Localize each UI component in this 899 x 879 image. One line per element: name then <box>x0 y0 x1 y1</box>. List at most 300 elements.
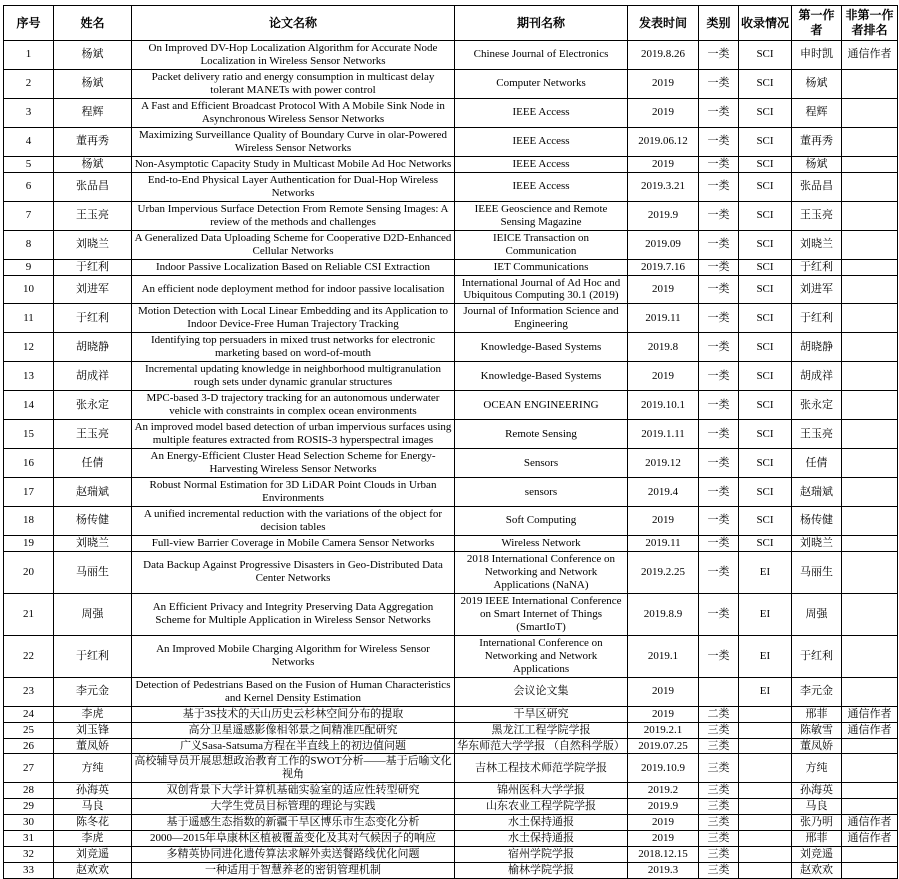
cell-journal: 2018 International Conference on Networking and Network Applications (NaNA) <box>455 551 628 593</box>
cell-journal: 水土保持通报 <box>455 831 628 847</box>
table-body <box>4 41 898 879</box>
cell-indexing <box>739 754 792 783</box>
cell-indexing: SCI <box>739 69 792 98</box>
cell-paper_title: An efficient node deployment method for indoor passive localisation <box>132 275 455 304</box>
cell-journal: 华东师范大学学报 （自然科学版） <box>455 738 628 754</box>
cell-index: 27 <box>4 754 54 783</box>
cell-journal: IEICE Transaction on Communication <box>455 230 628 259</box>
header-cell-category: 类别 <box>699 6 739 41</box>
cell-journal: 干旱区研究 <box>455 706 628 722</box>
cell-index: 22 <box>4 635 54 677</box>
cell-name: 马丽生 <box>54 551 132 593</box>
table-header-row <box>4 6 898 41</box>
cell-category: 三类 <box>699 815 739 831</box>
cell-category: 一类 <box>699 551 739 593</box>
cell-category: 三类 <box>699 863 739 879</box>
cell-paper_title: Robust Normal Estimation for 3D LiDAR Point Clouds in Urban Environments <box>132 478 455 507</box>
cell-first_author: 方纯 <box>792 754 842 783</box>
cell-first_author: 张乃明 <box>792 815 842 831</box>
cell-publish_date: 2019 <box>628 362 699 391</box>
cell-first_author: 董再秀 <box>792 127 842 156</box>
table-row <box>4 754 898 783</box>
cell-first_author: 刘进军 <box>792 275 842 304</box>
cell-journal: Remote Sensing <box>455 420 628 449</box>
cell-first_author: 马良 <box>792 799 842 815</box>
cell-name: 董凤娇 <box>54 738 132 754</box>
cell-index: 4 <box>4 127 54 156</box>
cell-publish_date: 2019.10.1 <box>628 391 699 420</box>
cell-publish_date: 2019 <box>628 706 699 722</box>
cell-paper_title: 2000—2015年阜康林区植被覆盖变化及其对气候因子的响应 <box>132 831 455 847</box>
cell-publish_date: 2019.1.11 <box>628 420 699 449</box>
cell-name: 于红利 <box>54 635 132 677</box>
table-row <box>4 677 898 706</box>
cell-category: 三类 <box>699 783 739 799</box>
cell-paper_title: An improved model based detection of urban impervious surfaces using multiple features extracted from ROSIS-3 hyperspectral images <box>132 420 455 449</box>
cell-category: 一类 <box>699 420 739 449</box>
cell-first_author: 周强 <box>792 593 842 635</box>
cell-journal: Sensors <box>455 449 628 478</box>
table-row <box>4 333 898 362</box>
papers-table <box>3 5 898 879</box>
cell-name: 程辉 <box>54 98 132 127</box>
header-cell-publish_date: 发表时间 <box>628 6 699 41</box>
cell-name: 刘进军 <box>54 275 132 304</box>
cell-journal: International Conference on Networking and Network Applications <box>455 635 628 677</box>
cell-indexing <box>739 706 792 722</box>
cell-indexing: SCI <box>739 420 792 449</box>
table-row <box>4 259 898 275</box>
cell-category: 三类 <box>699 722 739 738</box>
cell-paper_title: An Energy-Efficient Cluster Head Selection Scheme for Energy-Harvesting Wireless Sensor Networks <box>132 449 455 478</box>
cell-publish_date: 2019.3 <box>628 863 699 879</box>
cell-non_first_author_rank <box>842 333 898 362</box>
cell-publish_date: 2019 <box>628 507 699 536</box>
cell-non_first_author_rank <box>842 275 898 304</box>
cell-indexing: SCI <box>739 304 792 333</box>
cell-indexing: SCI <box>739 362 792 391</box>
cell-name: 胡晓静 <box>54 333 132 362</box>
table-row <box>4 127 898 156</box>
table-row <box>4 98 898 127</box>
cell-indexing: SCI <box>739 333 792 362</box>
cell-name: 刘玉锋 <box>54 722 132 738</box>
cell-first_author: 李元金 <box>792 677 842 706</box>
cell-publish_date: 2019.2.25 <box>628 551 699 593</box>
cell-indexing: SCI <box>739 230 792 259</box>
cell-publish_date: 2019 <box>628 831 699 847</box>
table-row <box>4 69 898 98</box>
cell-index: 5 <box>4 156 54 172</box>
cell-name: 赵欢欢 <box>54 863 132 879</box>
table-row <box>4 706 898 722</box>
cell-non_first_author_rank <box>842 127 898 156</box>
header-cell-non_first_author_rank: 非第一作者排名 <box>842 6 898 41</box>
table-row <box>4 722 898 738</box>
cell-first_author: 刘竞遥 <box>792 847 842 863</box>
cell-category: 一类 <box>699 230 739 259</box>
cell-publish_date: 2019.8.9 <box>628 593 699 635</box>
cell-paper_title: An Efficient Privacy and Integrity Preserving Data Aggregation Scheme for Multiple Application in Wireless Sensor Networks <box>132 593 455 635</box>
cell-paper_title: Non-Asymptotic Capacity Study in Multicast Mobile Ad Hoc Networks <box>132 156 455 172</box>
cell-publish_date: 2019.11 <box>628 304 699 333</box>
cell-index: 13 <box>4 362 54 391</box>
cell-indexing: SCI <box>739 449 792 478</box>
cell-publish_date: 2019.12 <box>628 449 699 478</box>
cell-non_first_author_rank <box>842 799 898 815</box>
cell-journal: 榆林学院学报 <box>455 863 628 879</box>
cell-category: 一类 <box>699 201 739 230</box>
cell-index: 28 <box>4 783 54 799</box>
cell-category: 一类 <box>699 98 739 127</box>
cell-journal: Wireless Network <box>455 535 628 551</box>
cell-index: 24 <box>4 706 54 722</box>
cell-indexing: SCI <box>739 172 792 201</box>
cell-indexing: SCI <box>739 259 792 275</box>
cell-indexing <box>739 722 792 738</box>
cell-category: 三类 <box>699 799 739 815</box>
cell-indexing: SCI <box>739 41 792 70</box>
cell-paper_title: Full-view Barrier Coverage in Mobile Camera Sensor Networks <box>132 535 455 551</box>
cell-non_first_author_rank <box>842 420 898 449</box>
cell-paper_title: A Generalized Data Uploading Scheme for Cooperative D2D-Enhanced Cellular Networks <box>132 230 455 259</box>
table-row <box>4 799 898 815</box>
header-cell-indexing: 收录情况 <box>739 6 792 41</box>
cell-journal: 宿州学院学报 <box>455 847 628 863</box>
cell-paper_title: Data Backup Against Progressive Disasters in Geo-Distributed Data Center Networks <box>132 551 455 593</box>
cell-index: 1 <box>4 41 54 70</box>
cell-paper_title: 广义Sasa-Satsuma方程在半直线上的初边值问题 <box>132 738 455 754</box>
cell-non_first_author_rank: 通信作者 <box>842 815 898 831</box>
cell-category: 一类 <box>699 635 739 677</box>
cell-category: 一类 <box>699 362 739 391</box>
cell-index: 8 <box>4 230 54 259</box>
cell-non_first_author_rank <box>842 677 898 706</box>
cell-non_first_author_rank <box>842 551 898 593</box>
cell-paper_title: Maximizing Surveillance Quality of Boundary Curve in olar-Powered Wireless Sensor Networks <box>132 127 455 156</box>
cell-indexing: EI <box>739 593 792 635</box>
cell-first_author: 董凤娇 <box>792 738 842 754</box>
cell-category: 一类 <box>699 478 739 507</box>
cell-name: 于红利 <box>54 304 132 333</box>
cell-publish_date: 2019.11 <box>628 535 699 551</box>
cell-paper_title: A Fast and Efficient Broadcast Protocol With A Mobile Sink Node in Asynchronous Wireless Sensor Networks <box>132 98 455 127</box>
cell-publish_date: 2019.3.21 <box>628 172 699 201</box>
cell-index: 30 <box>4 815 54 831</box>
cell-first_author: 杨传健 <box>792 507 842 536</box>
cell-category <box>699 677 739 706</box>
cell-category: 三类 <box>699 754 739 783</box>
cell-paper_title: A unified incremental reduction with the variations of the object for decision tables <box>132 507 455 536</box>
cell-paper_title: 双创背景下大学计算机基础实验室的适应性转型研究 <box>132 783 455 799</box>
cell-index: 16 <box>4 449 54 478</box>
cell-category: 一类 <box>699 69 739 98</box>
cell-first_author: 程辉 <box>792 98 842 127</box>
cell-category: 一类 <box>699 156 739 172</box>
cell-indexing: SCI <box>739 201 792 230</box>
cell-name: 胡成祥 <box>54 362 132 391</box>
cell-name: 赵瑞斌 <box>54 478 132 507</box>
cell-publish_date: 2019 <box>628 156 699 172</box>
cell-publish_date: 2019 <box>628 815 699 831</box>
cell-publish_date: 2019.2 <box>628 783 699 799</box>
cell-index: 21 <box>4 593 54 635</box>
table-row <box>4 201 898 230</box>
cell-publish_date: 2019.8.26 <box>628 41 699 70</box>
cell-journal: 2019 IEEE International Conference on Smart Internet of Things (SmartIoT) <box>455 593 628 635</box>
cell-category: 一类 <box>699 304 739 333</box>
cell-first_author: 申时凯 <box>792 41 842 70</box>
cell-indexing: EI <box>739 635 792 677</box>
table-row <box>4 535 898 551</box>
cell-non_first_author_rank <box>842 635 898 677</box>
cell-index: 33 <box>4 863 54 879</box>
cell-paper_title: 大学生党员目标管理的理论与实践 <box>132 799 455 815</box>
cell-name: 刘晓兰 <box>54 535 132 551</box>
cell-name: 杨斌 <box>54 156 132 172</box>
cell-publish_date: 2019.8 <box>628 333 699 362</box>
cell-category: 一类 <box>699 535 739 551</box>
cell-indexing: EI <box>739 677 792 706</box>
cell-paper_title: Indoor Passive Localization Based on Reliable CSI Extraction <box>132 259 455 275</box>
cell-publish_date: 2019.7.16 <box>628 259 699 275</box>
cell-name: 杨斌 <box>54 41 132 70</box>
cell-journal: International Journal of Ad Hoc and Ubiquitous Computing 30.1 (2019) <box>455 275 628 304</box>
cell-journal: 锦州医科大学学报 <box>455 783 628 799</box>
cell-first_author: 胡成祥 <box>792 362 842 391</box>
table-row <box>4 551 898 593</box>
cell-first_author: 刘晓兰 <box>792 230 842 259</box>
cell-indexing: SCI <box>739 98 792 127</box>
cell-first_author: 刘晓兰 <box>792 535 842 551</box>
cell-name: 李虎 <box>54 706 132 722</box>
table-row <box>4 304 898 333</box>
table-row <box>4 635 898 677</box>
cell-journal: IEEE Access <box>455 172 628 201</box>
table-row <box>4 815 898 831</box>
cell-indexing <box>739 783 792 799</box>
cell-publish_date: 2019.07.25 <box>628 738 699 754</box>
cell-paper_title: 基于遥感生态指数的新疆干旱区博乐市生态变化分析 <box>132 815 455 831</box>
cell-first_author: 于红利 <box>792 635 842 677</box>
header-cell-index: 序号 <box>4 6 54 41</box>
cell-non_first_author_rank <box>842 593 898 635</box>
cell-category: 三类 <box>699 847 739 863</box>
cell-index: 2 <box>4 69 54 98</box>
cell-indexing: SCI <box>739 275 792 304</box>
table-row <box>4 783 898 799</box>
cell-non_first_author_rank <box>842 391 898 420</box>
cell-category: 三类 <box>699 738 739 754</box>
cell-journal: Chinese Journal of Electronics <box>455 41 628 70</box>
cell-journal: Computer Networks <box>455 69 628 98</box>
cell-journal: IET Communications <box>455 259 628 275</box>
cell-first_author: 赵欢欢 <box>792 863 842 879</box>
table-row <box>4 449 898 478</box>
cell-name: 于红利 <box>54 259 132 275</box>
cell-indexing <box>739 847 792 863</box>
cell-journal: Knowledge-Based Systems <box>455 362 628 391</box>
cell-journal: sensors <box>455 478 628 507</box>
cell-first_author: 于红利 <box>792 304 842 333</box>
cell-non_first_author_rank <box>842 478 898 507</box>
cell-name: 方纯 <box>54 754 132 783</box>
cell-index: 20 <box>4 551 54 593</box>
cell-indexing <box>739 799 792 815</box>
cell-publish_date: 2019 <box>628 69 699 98</box>
cell-category: 一类 <box>699 275 739 304</box>
cell-category: 一类 <box>699 391 739 420</box>
cell-index: 25 <box>4 722 54 738</box>
cell-paper_title: Motion Detection with Local Linear Embedding and its Application to Indoor Device-Free Human Trajectory Tracking <box>132 304 455 333</box>
cell-non_first_author_rank <box>842 304 898 333</box>
cell-index: 31 <box>4 831 54 847</box>
cell-journal: IEEE Access <box>455 98 628 127</box>
cell-indexing: SCI <box>739 127 792 156</box>
cell-index: 9 <box>4 259 54 275</box>
cell-index: 32 <box>4 847 54 863</box>
table-row <box>4 738 898 754</box>
cell-paper_title: Identifying top persuaders in mixed trust networks for electronic marketing based on word-of-mouth <box>132 333 455 362</box>
cell-index: 7 <box>4 201 54 230</box>
cell-index: 26 <box>4 738 54 754</box>
cell-name: 董再秀 <box>54 127 132 156</box>
cell-publish_date: 2019.10.9 <box>628 754 699 783</box>
cell-publish_date: 2019.06.12 <box>628 127 699 156</box>
cell-first_author: 张品昌 <box>792 172 842 201</box>
table-row <box>4 507 898 536</box>
cell-non_first_author_rank: 通信作者 <box>842 831 898 847</box>
table-row <box>4 230 898 259</box>
cell-non_first_author_rank: 通信作者 <box>842 706 898 722</box>
cell-paper_title: 一种适用于智慧养老的密钥管理机制 <box>132 863 455 879</box>
cell-publish_date: 2019 <box>628 677 699 706</box>
cell-index: 10 <box>4 275 54 304</box>
table-row <box>4 391 898 420</box>
table-row <box>4 420 898 449</box>
cell-paper_title: Packet delivery ratio and energy consumption in multicast delay tolerant MANETs with power control <box>132 69 455 98</box>
cell-name: 周强 <box>54 593 132 635</box>
cell-first_author: 赵瑞斌 <box>792 478 842 507</box>
cell-paper_title: Detection of Pedestrians Based on the Fusion of Human Characteristics and Kernel Density Estimation <box>132 677 455 706</box>
table-row <box>4 478 898 507</box>
cell-indexing <box>739 815 792 831</box>
cell-paper_title: End-to-End Physical Layer Authentication for Dual-Hop Wireless Networks <box>132 172 455 201</box>
table-row <box>4 593 898 635</box>
table-row <box>4 863 898 879</box>
cell-index: 18 <box>4 507 54 536</box>
cell-indexing: SCI <box>739 507 792 536</box>
cell-journal: Soft Computing <box>455 507 628 536</box>
cell-paper_title: MPC-based 3-D trajectory tracking for an autonomous underwater vehicle with constraints in complex ocean environments <box>132 391 455 420</box>
cell-indexing: SCI <box>739 391 792 420</box>
cell-name: 马良 <box>54 799 132 815</box>
cell-index: 15 <box>4 420 54 449</box>
cell-first_author: 杨斌 <box>792 156 842 172</box>
cell-index: 11 <box>4 304 54 333</box>
cell-non_first_author_rank: 通信作者 <box>842 722 898 738</box>
cell-index: 19 <box>4 535 54 551</box>
cell-journal: Journal of Information Science and Engineering <box>455 304 628 333</box>
cell-name: 李元金 <box>54 677 132 706</box>
cell-non_first_author_rank <box>842 362 898 391</box>
cell-index: 14 <box>4 391 54 420</box>
cell-category: 一类 <box>699 333 739 362</box>
cell-non_first_author_rank <box>842 754 898 783</box>
cell-publish_date: 2019.9 <box>628 201 699 230</box>
cell-non_first_author_rank <box>842 230 898 259</box>
cell-non_first_author_rank <box>842 863 898 879</box>
cell-non_first_author_rank <box>842 69 898 98</box>
header-cell-first_author: 第一作者 <box>792 6 842 41</box>
cell-index: 3 <box>4 98 54 127</box>
cell-first_author: 胡晓静 <box>792 333 842 362</box>
cell-journal: 水土保持通报 <box>455 815 628 831</box>
cell-category: 一类 <box>699 127 739 156</box>
cell-publish_date: 2019 <box>628 275 699 304</box>
table-row <box>4 362 898 391</box>
cell-publish_date: 2019.9 <box>628 799 699 815</box>
cell-journal: Knowledge-Based Systems <box>455 333 628 362</box>
cell-category: 一类 <box>699 41 739 70</box>
cell-index: 23 <box>4 677 54 706</box>
cell-non_first_author_rank <box>842 783 898 799</box>
cell-non_first_author_rank <box>842 738 898 754</box>
cell-first_author: 于红利 <box>792 259 842 275</box>
cell-indexing <box>739 831 792 847</box>
cell-first_author: 邢菲 <box>792 706 842 722</box>
cell-category: 一类 <box>699 449 739 478</box>
table-row <box>4 275 898 304</box>
table-row <box>4 847 898 863</box>
cell-non_first_author_rank: 通信作者 <box>842 41 898 70</box>
cell-paper_title: 高校辅导员开展思想政治教育工作的SWOT分析——基于后喻文化视角 <box>132 754 455 783</box>
header-cell-paper_title: 论文名称 <box>132 6 455 41</box>
cell-journal: 会议论文集 <box>455 677 628 706</box>
cell-journal: 山东农业工程学院学报 <box>455 799 628 815</box>
cell-non_first_author_rank <box>842 507 898 536</box>
cell-paper_title: 多精英协同进化遗传算法求解外卖送餐路线优化问题 <box>132 847 455 863</box>
cell-non_first_author_rank <box>842 156 898 172</box>
cell-name: 张永定 <box>54 391 132 420</box>
cell-paper_title: An Improved Mobile Charging Algorithm for Wireless Sensor Networks <box>132 635 455 677</box>
header-cell-journal: 期刊名称 <box>455 6 628 41</box>
cell-indexing: EI <box>739 551 792 593</box>
cell-publish_date: 2019.2.1 <box>628 722 699 738</box>
cell-paper_title: On Improved DV-Hop Localization Algorithm for Accurate Node Localization in Wireless Sensor Networks <box>132 41 455 70</box>
cell-category: 一类 <box>699 259 739 275</box>
cell-first_author: 杨斌 <box>792 69 842 98</box>
cell-publish_date: 2019 <box>628 98 699 127</box>
cell-journal: OCEAN ENGINEERING <box>455 391 628 420</box>
header-cell-name: 姓名 <box>54 6 132 41</box>
cell-journal: IEEE Access <box>455 156 628 172</box>
cell-index: 6 <box>4 172 54 201</box>
cell-category: 一类 <box>699 172 739 201</box>
cell-publish_date: 2019.1 <box>628 635 699 677</box>
cell-category: 二类 <box>699 706 739 722</box>
cell-index: 17 <box>4 478 54 507</box>
cell-non_first_author_rank <box>842 172 898 201</box>
cell-publish_date: 2018.12.15 <box>628 847 699 863</box>
cell-paper_title: 基于3S技术的天山历史云杉林空间分布的提取 <box>132 706 455 722</box>
cell-first_author: 张永定 <box>792 391 842 420</box>
cell-name: 刘晓兰 <box>54 230 132 259</box>
cell-name: 孙海英 <box>54 783 132 799</box>
cell-non_first_author_rank <box>842 847 898 863</box>
cell-name: 王玉亮 <box>54 420 132 449</box>
cell-first_author: 王玉亮 <box>792 201 842 230</box>
